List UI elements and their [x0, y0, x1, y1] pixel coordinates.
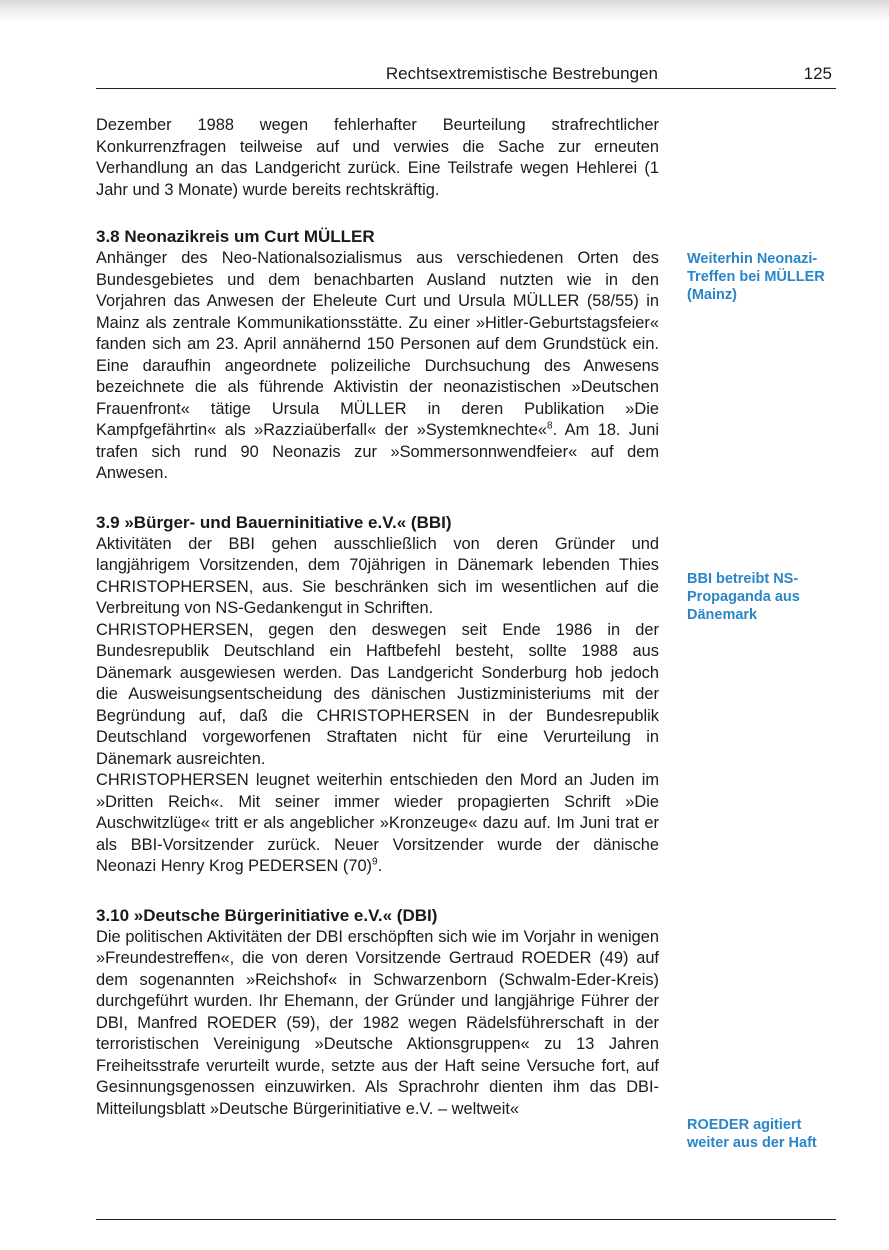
footer-rule — [96, 1219, 836, 1220]
margin-note-bbi: BBI betreibt NS-Propaganda aus Dänemark — [687, 571, 800, 623]
section-3-9-paragraph-2: CHRISTOPHERSEN, gegen den deswegen seit Ende 1986 in der Bundesrepublik Deutschland ein Haftbefehl besteht, sollte 1988 aus Dänemark ausgewiesen werden. Das Landgericht Sonderburg hob jedoch die Ausweisungsentscheidung des dänischen Justizministeriums mit der Begründung auf, daß die CHRISTOPHERSEN in der Bundesrepublik Deutschland vorgeworfenen Straftaten nicht für eine Verurteilung in Dänemark ausreichten. — [96, 620, 659, 768]
margin-note-roeder: ROEDER agitiert weiter aus der Haft — [687, 1117, 817, 1151]
intro-paragraph: Dezember 1988 wegen fehlerhafter Beurteilung strafrechtlicher Konkurrenzfragen teilweise auf und verwies die Sache zur erneuten Verhandlung an das Landgericht zurück. Eine Teilstrafe wegen Hehlerei (1 Jahr und 3 Monate) wurde bereits rechtskräftig. — [96, 116, 659, 199]
paragraph-text: CHRISTOPHERSEN leugnet weiterhin entschieden den Mord an Juden im »Dritten Reich«. Mit seiner immer wieder propagierten Schrift »Die Auschwitzlüge« tritt er als angeblicher »Kronzeuge« dazu auf. Im Juni trat er als BBI-Vorsitzender zurück. Neuer Vorsitzender wurde der dänische Neonazi Henry Krog PEDERSEN (70) — [96, 771, 659, 875]
section-3-8-heading: 3.8 Neonazikreis um Curt MÜLLER — [96, 227, 375, 246]
footnote-marker: 9 — [372, 856, 378, 868]
paragraph-text: . — [377, 857, 383, 875]
page-number: 125 — [803, 64, 832, 83]
section-3-9-heading: 3.9 »Bürger- und Bauerninitiative e.V.« (BBI) — [96, 512, 452, 532]
section-3-9-paragraph-3 — [96, 770, 659, 878]
section-3-10-heading: 3.10 »Deutsche Bürgerinitiative e.V.« (DBI) — [96, 905, 438, 925]
paragraph-text: . Am 18. Juni trafen sich rund 90 Neonazis zur »Sommersonnwendfeier« auf dem Anwesen. — [96, 421, 659, 482]
scan-shadow — [0, 0, 889, 22]
margin-note-mueller: Weiterhin Neonazi-Treffen bei MÜLLER (Mainz) — [687, 251, 825, 303]
paragraph-text: Anhänger des Neo-Nationalsozialismus aus verschiedenen Orten des Bundesgebietes und dem benachbarten Ausland nutzten wie in den Vorjahren das Anwesen der Eheleute Curt und Ursula MÜLLER (58/55) in Mainz als zentrale Kommunikationsstätte. Zu einer »Hitler-Geburtstagsfeier« fanden sich am 23. April annähernd 150 Personen auf dem Grundstück ein. Eine daraufhin angeordnete polizeiliche Durchsuchung des Anwesens bezeichnete die als führende Aktivistin der neonazistischen »Deutschen Frauenfront« tätige Ursula MÜLLER in deren Publikation »Die Kampfgefährtin« als »Razziaüberfall« der »Systemknechte« — [96, 249, 659, 439]
running-header — [96, 62, 836, 89]
footnote-marker: 8 — [547, 420, 553, 432]
section-3-9-paragraph-1: Aktivitäten der BBI gehen ausschließlich von deren Gründer und langjährigem Vorsitzenden, dem 70jährigen in Dänemark lebenden Thies CHRISTOPHERSEN, aus. Sie beschränken sich im wesentlichen auf die Verbreitung von NS-Gedankengut in Schriften. — [96, 534, 659, 617]
main-text — [96, 115, 659, 1120]
header-title: Rechtsextremistische Bestrebungen — [385, 64, 658, 83]
section-3-10-paragraph: Die politischen Aktivitäten der DBI erschöpften sich wie im Vorjahr in wenigen »Freundestreffen«, die von deren Vorsitzende Gertraud ROEDER (49) auf dem sogenannten »Reichshof« in Schwarzenborn (Schwalm-Eder-Kreis) durchgeführt wurden. Ihr Ehemann, der Gründer und langjährige Führer der DBI, Manfred ROEDER (59), der 1982 wegen Rädelsführerschaft in der terroristischen Vereinigung »Deutsche Aktionsgruppen« zu 13 Jahren Freiheitsstrafe verurteilt wurde, setzte aus der Haft seine Versuche fort, auf Gesinnungsgenossen einzuwirken. Als Sprachrohr dienten ihm das DBI-Mitteilungsblatt »Deutsche Bürgerinitiative e.V. – weltweit« — [96, 927, 659, 1118]
section-3-8-paragraph — [96, 248, 659, 485]
